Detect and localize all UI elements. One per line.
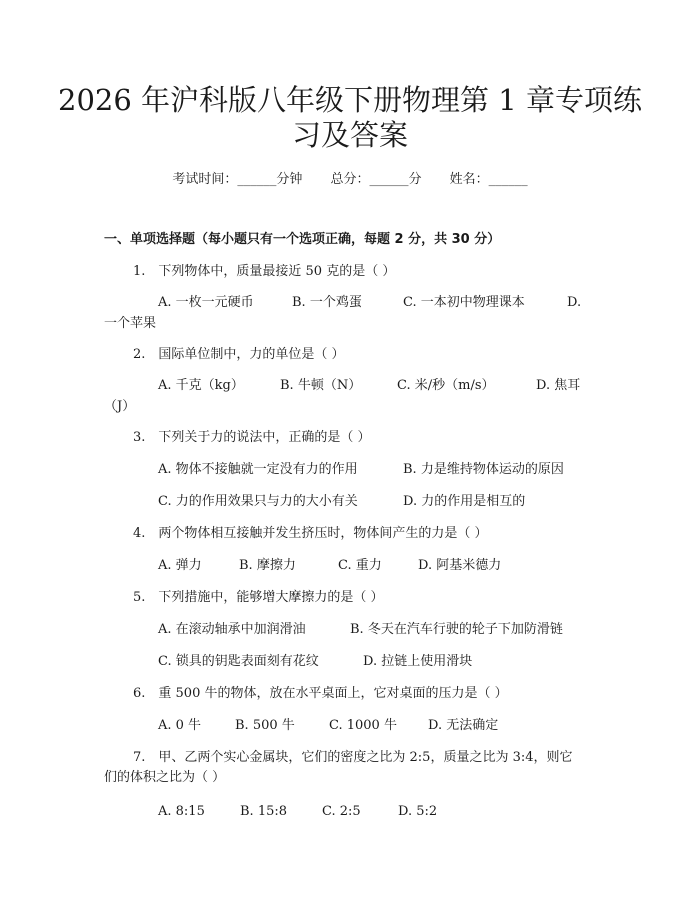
question-4-option-b: B. 摩擦力 <box>239 558 296 573</box>
page-title-line-1: 2026 年沪科版八年级下册物理第 1 章专项练 <box>58 83 642 117</box>
question-6-option-a: A. 0 牛 <box>158 718 202 733</box>
question-5-option-d: D. 拉链上使用滑块 <box>363 654 473 669</box>
question-3-option-d: D. 力的作用是相互的 <box>403 494 526 509</box>
exam-meta <box>0 168 700 187</box>
question-5-option-b: B. 冬天在汽车行驶的轮子下加防滑链 <box>350 622 563 637</box>
question-7-option-d: D. 5:2 <box>398 804 438 819</box>
question-5-option-c: C. 锁具的钥匙表面刻有花纹 <box>158 654 319 669</box>
exam-time: 考试时间：______分钟 <box>172 172 303 187</box>
question-7-stem: 7. 甲、乙两个实心金属块，它们的密度之比为 2:5，质量之比为 3:4，则它 <box>133 750 573 765</box>
question-2-stem: 2. 国际单位制中，力的单位是（ ） <box>133 347 345 362</box>
exam-score: 总分：______分 <box>330 172 422 187</box>
question-2-option-c: C. 米/秒（m/s） <box>397 378 495 393</box>
student-name: 姓名：______ <box>449 172 528 187</box>
question-4-option-d: D. 阿基米德力 <box>418 558 502 573</box>
question-7-option-b: B. 15:8 <box>240 804 288 819</box>
question-3-option-a: A. 物体不接触就一定没有力的作用 <box>158 462 358 477</box>
question-6-option-d: D. 无法确定 <box>428 718 499 733</box>
question-1-option-d: D. <box>567 295 582 310</box>
question-5-option-a: A. 在滚动轴承中加润滑油 <box>158 622 306 637</box>
question-4-stem: 4. 两个物体相互接触并发生挤压时，物体间产生的力是（ ） <box>133 526 488 541</box>
question-7-stem-wrap: 们的体积之比为（ ） <box>104 770 226 785</box>
question-2-option-d-wrap: （J） <box>104 399 136 414</box>
question-7-option-a: A. 8:15 <box>158 804 205 819</box>
question-5-stem: 5. 下列措施中，能够增大摩擦力的是（ ） <box>133 590 384 605</box>
page-title-line-2: 习及答案 <box>291 118 408 152</box>
question-4-option-a: A. 弹力 <box>158 558 202 573</box>
question-1-option-b: B. 一个鸡蛋 <box>292 295 362 310</box>
question-1-option-a: A. 一枚一元硬币 <box>158 295 254 310</box>
question-6-option-c: C. 1000 牛 <box>329 718 397 733</box>
question-2-option-d: D. 焦耳 <box>536 378 581 393</box>
question-2-option-a: A. 千克（kg） <box>158 378 244 393</box>
question-4-option-c: C. 重力 <box>338 558 382 573</box>
question-6-option-b: B. 500 牛 <box>235 718 295 733</box>
question-2-option-b: B. 牛顿（N） <box>280 378 362 393</box>
question-6-stem: 6. 重 500 牛的物体，放在水平桌面上，它对桌面的压力是（ ） <box>133 686 508 701</box>
question-7-option-c: C. 2:5 <box>322 804 361 819</box>
question-3-stem: 3. 下列关于力的说法中，正确的是（ ） <box>133 430 371 445</box>
question-1-stem: 1. 下列物体中，质量最接近 50 克的是（ ） <box>133 264 396 279</box>
question-3-option-c: C. 力的作用效果只与力的大小有关 <box>158 494 358 509</box>
section-heading: 一、单项选择题（每小题只有一个选项正确，每题 2 分，共 30 分） <box>104 232 501 247</box>
question-3-option-b: B. 力是维持物体运动的原因 <box>403 462 564 477</box>
question-1-option-c: C. 一本初中物理课本 <box>403 295 525 310</box>
question-1-option-d-wrap: 一个苹果 <box>104 316 157 331</box>
